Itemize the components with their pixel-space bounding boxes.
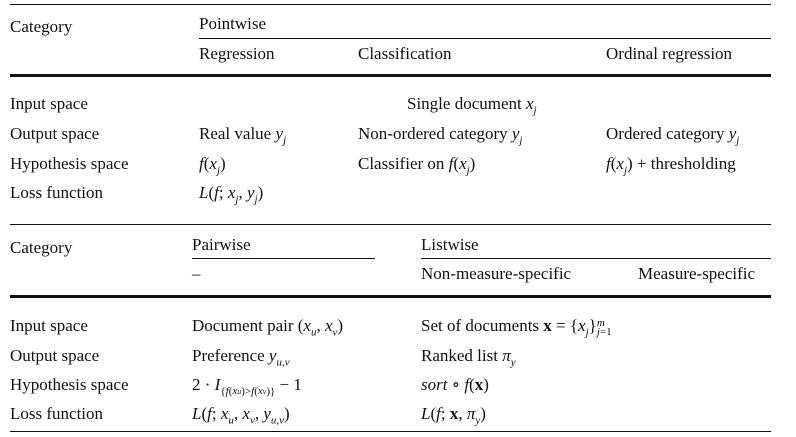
cell-pairwise-hypothesis: $2 \cdot I_{\{f(xu)>f(xv)\}} - 1$ — [192, 375, 302, 398]
pointwise-group-header: Pointwise — [199, 14, 267, 33]
listwise-group-header: Listwise — [421, 235, 479, 254]
row-label-hypothesis-space: Hypothesis space — [10, 154, 129, 173]
cell-loss-listwise: L(f; x, $\pi_y$) — [421, 404, 486, 427]
cell-non-ordered-category: Non-ordered category $y_j$ — [358, 124, 523, 147]
cell-loss-pairwise: L(f; $x_u$, $x_v$, $y_{u,v}$) — [192, 404, 290, 427]
cell-loss-pointwise: L(f; $x_j$, $y_j$) — [199, 183, 264, 206]
top-bottom-rule — [10, 224, 771, 225]
cell-document-pair: Document pair ($x_u$, $x_v$) — [192, 316, 344, 339]
col-measure-specific: Measure-specific — [638, 264, 756, 283]
col-ordinal-regression: Ordinal regression — [606, 44, 733, 63]
row-label-output-space: Output space — [10, 124, 100, 143]
row-label-loss-function: Loss function — [10, 183, 104, 202]
col-classification: Classification — [358, 44, 452, 63]
cell-set-of-documents: Set of documents $x = \{x_j\}m$ j=1 — [421, 316, 612, 339]
top-category-header: Category — [10, 17, 73, 36]
pointwise-group-rule — [199, 38, 771, 39]
row-label-output-space-2: Output space — [10, 346, 100, 365]
row-label-loss-function-2: Loss function — [10, 404, 104, 423]
row-label-hypothesis-space-2: Hypothesis space — [10, 375, 129, 394]
cell-f-xj: $f(x_j)$ — [199, 154, 226, 177]
col-pairwise-dash: – — [192, 264, 201, 283]
cell-classifier-on-f: Classifier on $f(x_j)$ — [358, 154, 476, 177]
cell-real-value: Real value $y_j$ — [199, 124, 287, 147]
top-rule — [10, 4, 771, 5]
cell-ordered-category: Ordered category $y_j$ — [606, 124, 740, 147]
bottom-header-thick-rule — [10, 295, 771, 298]
bottom-category-header: Category — [10, 238, 73, 257]
cell-ranked-list: Ranked list $\pi_y$ — [421, 346, 516, 369]
pairwise-group-header: Pairwise — [192, 235, 251, 254]
cell-sort-f: sort ∘ f(x) — [421, 375, 489, 394]
bottom-final-rule — [10, 431, 771, 432]
col-regression: Regression — [199, 44, 275, 63]
pairwise-group-rule — [192, 258, 375, 259]
cell-f-thresholding: $f(x_j)$ + thresholding — [606, 154, 736, 177]
col-non-measure-specific: Non-measure-specific — [421, 264, 572, 283]
top-header-thick-rule — [10, 74, 771, 77]
listwise-group-rule — [421, 258, 771, 259]
row-label-input-space: Input space — [10, 94, 88, 113]
cell-single-document: Single document $x_j$ — [407, 94, 537, 117]
cell-preference: Preference $y_{u,v}$ — [192, 346, 290, 369]
row-label-input-space-2: Input space — [10, 316, 88, 335]
